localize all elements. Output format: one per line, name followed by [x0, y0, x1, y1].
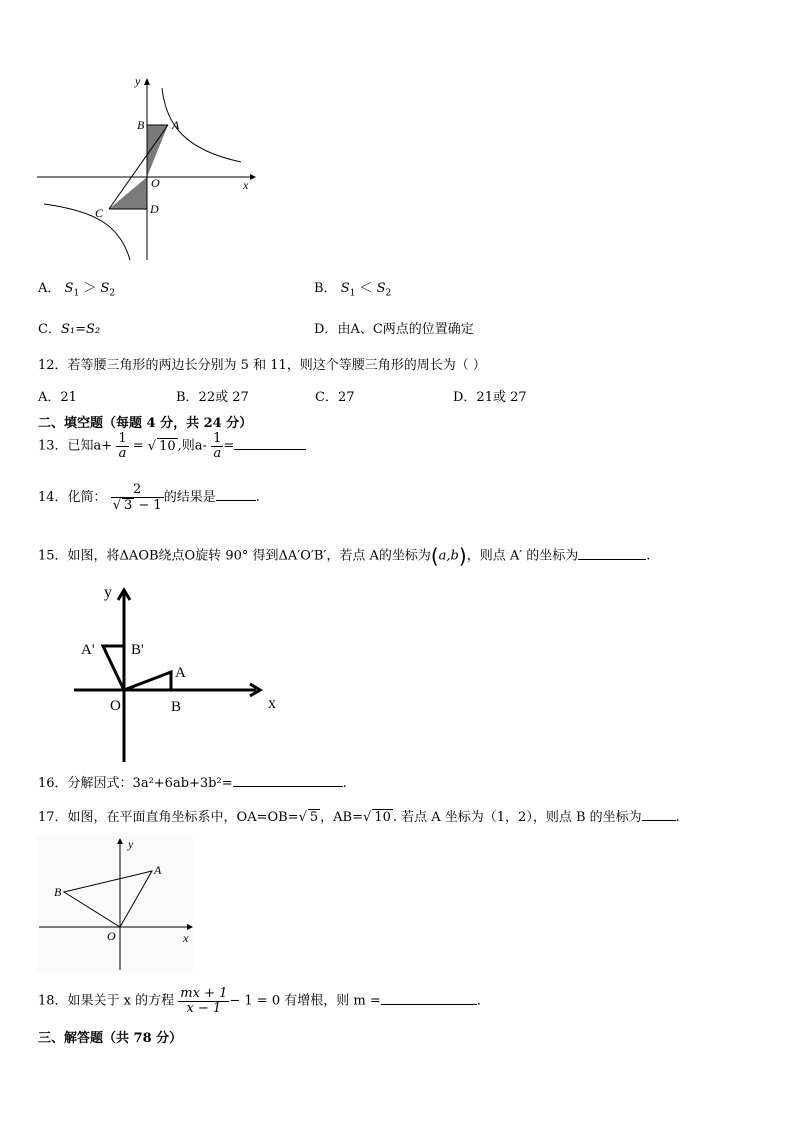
label-a: A [154, 863, 162, 877]
q12-option-d: D．21或 27 [453, 390, 527, 405]
x-axis-arrow [250, 174, 256, 180]
q11-option-d: D．由A、C两点的位置确定 [314, 322, 474, 337]
q15-answer-blank[interactable] [578, 547, 646, 560]
q16-answer-blank[interactable] [233, 774, 343, 787]
y-axis-arrow [144, 78, 150, 85]
q12-option-a: A．21 [38, 390, 77, 405]
label-y: y [135, 74, 141, 88]
label-c: C [95, 206, 104, 220]
label-y: y [128, 837, 134, 851]
q14-answer-blank[interactable] [216, 488, 256, 501]
q11-option-a: A． $S_1 > S_2$ [38, 281, 116, 299]
q14: 14．化简： $\frac{2}{√ 3 - 1}$ 的结果是 . [38, 482, 260, 513]
q17-answer-blank[interactable] [642, 808, 676, 821]
label-a-prime: A' [81, 642, 95, 658]
q12-option-b: B．22或 27 [176, 390, 249, 405]
label-o: O [110, 698, 121, 714]
q18-fraction: $\frac{mx + 1}{x - 1}$ [180, 986, 228, 1016]
label-b-prime: B' [131, 642, 144, 658]
q11-figure [35, 70, 265, 265]
q18-answer-blank[interactable] [381, 992, 477, 1005]
label-o: O [107, 929, 116, 943]
label-a: A [175, 665, 186, 681]
q15: 15．如图，将ΔAOB绕点O旋转 90° 得到ΔA′O′B′，若点 A的坐标为(a,b)，则点 A′ 的坐标为 . [38, 544, 651, 568]
q13: 13．已知a+ $\frac{1}{a}$ = √ 10 ,则a- $\frac{1}{a}$ = [38, 432, 306, 460]
q12-option-c: C．27 [315, 390, 355, 405]
q16: 16．分解因式：3a²+6ab+3b²= . [38, 776, 347, 791]
label-y: y [104, 584, 112, 601]
label-x: x [183, 931, 189, 945]
label-b: B [54, 885, 62, 899]
q11-option-b: B． $S_1 < S_2$ [314, 281, 392, 299]
q17: 17．如图，在平面直角坐标系中，OA=OB=√ 5 ，AB=√ 10 . 若点 A 坐标为（1，2），则点 B 的坐标为 . [38, 810, 680, 825]
q15-figure [70, 578, 300, 766]
label-d: D [150, 202, 159, 216]
q14-fraction: $\frac{2}{√ 3 - 1}$ [112, 482, 162, 513]
label-x: x [268, 695, 276, 712]
triangle-aob [124, 672, 171, 690]
q13-answer-blank[interactable] [234, 437, 306, 450]
triangle-a-o-b-prime [103, 646, 124, 690]
label-b: B [171, 699, 182, 715]
label-x: x [243, 178, 249, 192]
label-o: O [151, 176, 160, 190]
section-2-heading: 二、填空题（每题 4 分，共 24 分） [38, 416, 253, 431]
hyperbola-branch-3 [44, 204, 130, 260]
q12-stem: 12．若等腰三角形的两边长分别为 5 和 11，则这个等腰三角形的周长为（ ） [38, 358, 486, 373]
q13-radical: √ 10 [147, 438, 176, 454]
section-3-heading: 三、解答题（共 78 分） [38, 1031, 183, 1046]
q11-option-c: C．S₁=S₂ [38, 322, 101, 337]
q17-figure [37, 836, 197, 974]
label-b: B [137, 118, 145, 132]
label-a: A [172, 118, 180, 132]
q13-fraction-2: $\frac{1}{a}$ [213, 431, 222, 461]
q13-fraction-1: $\frac{1}{a}$ [118, 431, 127, 461]
q18: 18．如果关于 x 的方程 $\frac{mx + 1}{x - 1}$ − 1 = 0 有增根，则 m = . [38, 986, 481, 1016]
